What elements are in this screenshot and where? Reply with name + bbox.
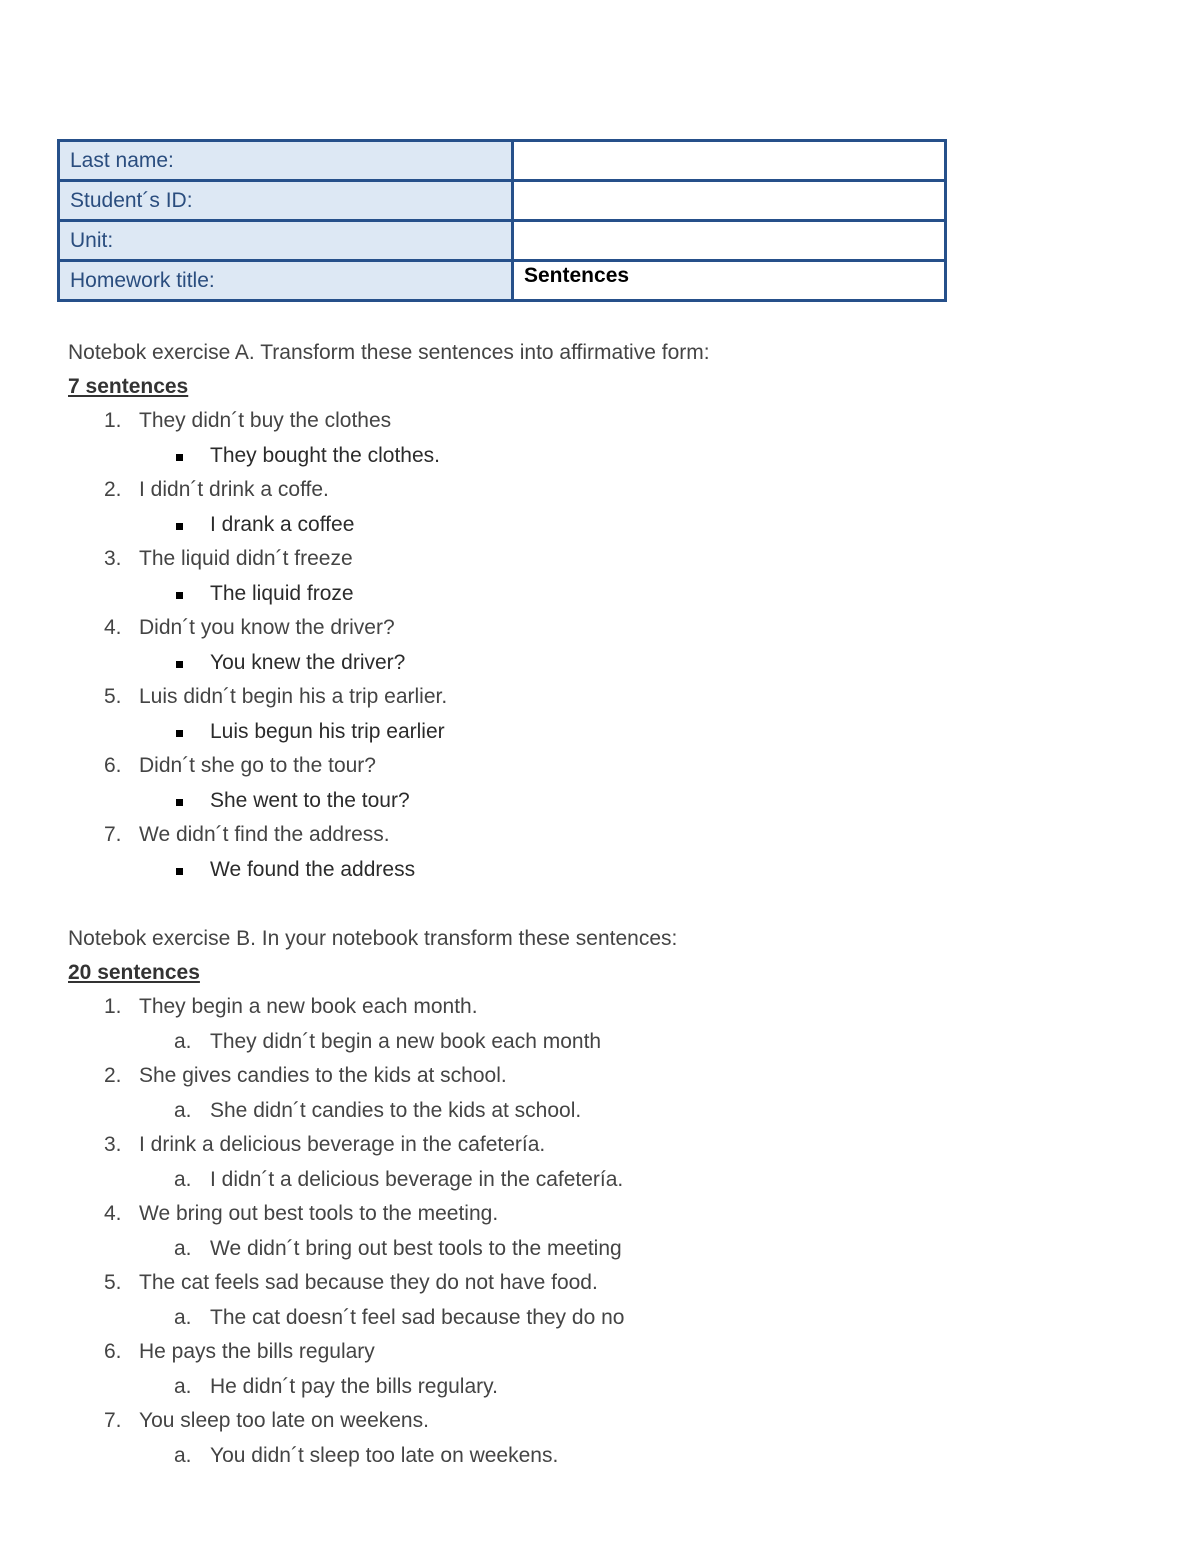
answer-letter: a. — [174, 1443, 192, 1467]
answer-item — [68, 646, 1168, 681]
sentence-item — [68, 473, 1168, 508]
answer-letter: a. — [174, 1029, 192, 1053]
item-number: 4. — [104, 1202, 122, 1225]
answer-item — [68, 1232, 1168, 1267]
answer-item — [68, 1370, 1168, 1405]
item-number: 6. — [104, 754, 122, 777]
exercise-a-count: 7 sentences — [68, 375, 189, 398]
sentence-item — [68, 990, 1168, 1025]
sentence-item — [68, 1059, 1168, 1094]
item-sentence: You sleep too late on weekens. — [139, 1409, 429, 1432]
exercise-a — [68, 336, 1168, 887]
answer-item — [68, 1025, 1168, 1060]
item-number: 1. — [104, 995, 122, 1018]
item-number: 7. — [104, 823, 122, 846]
sentence-item — [68, 1197, 1168, 1232]
item-number: 4. — [104, 616, 122, 639]
answer-text: You knew the driver? — [210, 650, 406, 674]
answer-item — [68, 784, 1168, 819]
answer-letter: a. — [174, 1236, 192, 1260]
sentence-item — [68, 749, 1168, 784]
answer-text: They didn´t begin a new book each month — [210, 1029, 602, 1053]
info-row — [59, 221, 946, 261]
answer-text: We found the address — [210, 857, 416, 881]
info-value-field[interactable]: Sentences — [513, 261, 946, 301]
item-number: 5. — [104, 685, 122, 708]
square-bullet-icon — [176, 661, 183, 668]
answer-letter: a. — [174, 1305, 192, 1329]
item-number: 2. — [104, 1064, 122, 1087]
info-label: Unit: — [59, 221, 513, 261]
answer-item — [68, 1094, 1168, 1129]
info-row — [59, 141, 946, 181]
sentence-item — [68, 542, 1168, 577]
exercise-b-count: 20 sentences — [68, 961, 200, 984]
item-sentence: They begin a new book each month. — [139, 995, 478, 1018]
answer-text: The cat doesn´t feel sad because they do no — [210, 1305, 625, 1329]
item-sentence: I drink a delicious beverage in the cafetería. — [139, 1133, 546, 1156]
answer-letter: a. — [174, 1374, 192, 1398]
sentence-item — [68, 1404, 1168, 1439]
answer-item — [68, 715, 1168, 750]
answer-letter: a. — [174, 1098, 192, 1122]
square-bullet-icon — [176, 730, 183, 737]
answer-item — [68, 1439, 1168, 1474]
sentence-item — [68, 611, 1168, 646]
item-sentence: We didn´t find the address. — [139, 823, 390, 846]
item-sentence: He pays the bills regulary — [139, 1340, 375, 1363]
sentence-item — [68, 1266, 1168, 1301]
square-bullet-icon — [176, 799, 183, 806]
info-value-field[interactable] — [513, 181, 946, 221]
item-number: 3. — [104, 1133, 122, 1156]
exercise-a-list — [68, 404, 1168, 887]
answer-text: I didn´t a delicious beverage in the cafetería. — [210, 1167, 624, 1191]
info-value-field[interactable] — [513, 221, 946, 261]
item-number: 7. — [104, 1409, 122, 1432]
answer-item — [68, 1301, 1168, 1336]
square-bullet-icon — [176, 454, 183, 461]
sentence-item — [68, 1128, 1168, 1163]
answer-item — [68, 439, 1168, 474]
item-sentence: Luis didn´t begin his a trip earlier. — [139, 685, 448, 708]
item-number: 5. — [104, 1271, 122, 1294]
answer-item — [68, 853, 1168, 888]
answer-item — [68, 1163, 1168, 1198]
info-row — [59, 181, 946, 221]
exercise-b-intro: Notebok exercise B. In your notebook transform these sentences: — [68, 927, 678, 950]
sentence-item — [68, 818, 1168, 853]
info-value-field[interactable] — [513, 141, 946, 181]
item-sentence: Didn´t you know the driver? — [139, 616, 395, 639]
student-info-table — [57, 139, 947, 302]
square-bullet-icon — [176, 592, 183, 599]
item-sentence: I didn´t drink a coffe. — [139, 478, 329, 501]
item-sentence: They didn´t buy the clothes — [139, 409, 392, 432]
answer-item — [68, 577, 1168, 612]
exercise-b-list — [68, 990, 1168, 1473]
info-label: Student´s ID: — [59, 181, 513, 221]
item-number: 3. — [104, 547, 122, 570]
item-sentence: The liquid didn´t freeze — [139, 547, 353, 570]
item-number: 2. — [104, 478, 122, 501]
sentence-item — [68, 680, 1168, 715]
answer-item — [68, 508, 1168, 543]
info-label: Last name: — [59, 141, 513, 181]
item-sentence: The cat feels sad because they do not have food. — [139, 1271, 598, 1294]
exercise-a-intro: Notebok exercise A. Transform these sentences into affirmative form: — [68, 341, 710, 364]
sentence-item — [68, 404, 1168, 439]
square-bullet-icon — [176, 868, 183, 875]
exercise-b — [68, 922, 1168, 1473]
info-row — [59, 261, 946, 301]
answer-text: I drank a coffee — [210, 512, 355, 536]
answer-text: She went to the tour? — [210, 788, 410, 812]
item-number: 1. — [104, 409, 122, 432]
item-sentence: We bring out best tools to the meeting. — [139, 1202, 499, 1225]
answer-text: She didn´t candies to the kids at school. — [210, 1098, 582, 1122]
item-number: 6. — [104, 1340, 122, 1363]
square-bullet-icon — [176, 523, 183, 530]
answer-text: The liquid froze — [210, 581, 354, 605]
info-label: Homework title: — [59, 261, 513, 301]
sentence-item — [68, 1335, 1168, 1370]
answer-text: We didn´t bring out best tools to the meeting — [210, 1236, 622, 1260]
item-sentence: Didn´t she go to the tour? — [139, 754, 376, 777]
answer-text: They bought the clothes. — [210, 443, 440, 467]
item-sentence: She gives candies to the kids at school. — [139, 1064, 507, 1087]
answer-text: He didn´t pay the bills regulary. — [210, 1374, 498, 1398]
answer-letter: a. — [174, 1167, 192, 1191]
answer-text: Luis begun his trip earlier — [210, 719, 445, 743]
answer-text: You didn´t sleep too late on weekens. — [210, 1443, 559, 1467]
